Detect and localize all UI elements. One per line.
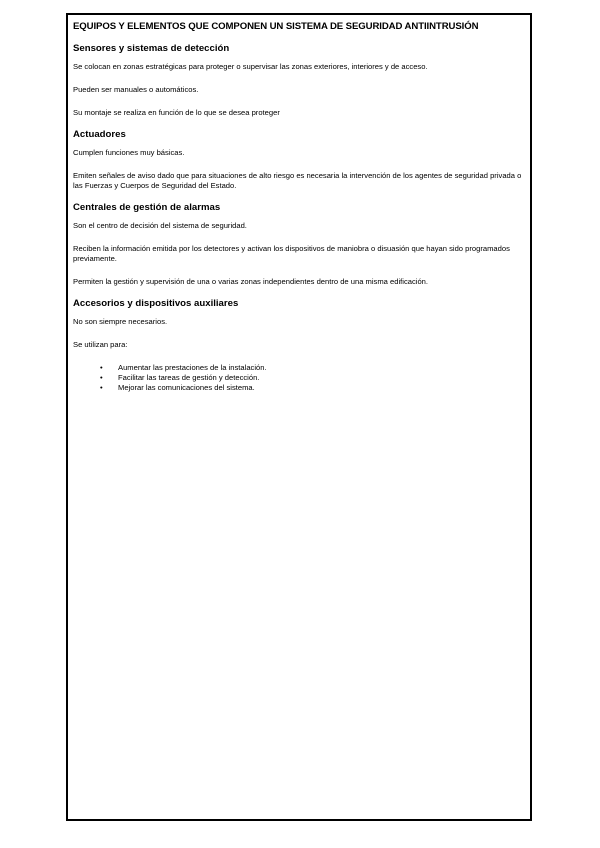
list-item <box>100 363 525 373</box>
document-title: EQUIPOS Y ELEMENTOS QUE COMPONEN UN SISTEMA DE SEGURIDAD ANTIINTRUSIÓN <box>73 21 479 32</box>
list-item-text: Facilitar las tareas de gestión y detección. <box>118 373 260 382</box>
paragraph: Emiten señales de aviso dado que para situaciones de alto riesgo es necesaria la intervención de los agentes de seguridad privada o las Fuerzas y Cuerpos de Seguridad del Estado. <box>73 171 522 190</box>
paragraph: Se colocan en zonas estratégicas para proteger o supervisar las zonas exteriores, interiores y de acceso. <box>73 62 428 71</box>
paragraph: Se utilizan para: <box>73 340 128 349</box>
section-heading: Centrales de gestión de alarmas <box>73 202 221 213</box>
bullet-icon: • <box>100 373 103 382</box>
list-item <box>100 373 525 383</box>
paragraph: Su montaje se realiza en función de lo que se desea proteger <box>73 108 280 117</box>
paragraph: Permiten la gestión y supervisión de una o varias zonas independientes dentro de una misma edificación. <box>73 277 429 286</box>
section-accesorios <box>73 298 525 393</box>
paragraph: No son siempre necesarios. <box>73 317 168 326</box>
section-heading: Sensores y sistemas de detección <box>73 43 230 54</box>
paragraph: Son el centro de decisión del sistema de seguridad. <box>73 221 247 230</box>
section-heading: Actuadores <box>73 129 126 140</box>
section-actuadores <box>73 129 525 191</box>
section-heading: Accesorios y dispositivos auxiliares <box>73 298 239 309</box>
bullet-list <box>73 363 525 393</box>
bullet-icon: • <box>100 363 103 372</box>
paragraph: Reciben la información emitida por los detectores y activan los dispositivos de maniobra o disuasión que hayan sido programados previamente. <box>73 244 510 263</box>
list-item-text: Mejorar las comunicaciones del sistema. <box>118 383 255 392</box>
document-page <box>66 13 532 821</box>
section-centrales <box>73 202 525 287</box>
bullet-icon: • <box>100 383 103 392</box>
paragraph: Pueden ser manuales o automáticos. <box>73 85 199 94</box>
section-sensores <box>73 43 525 118</box>
list-item-text: Aumentar las prestaciones de la instalación. <box>118 363 267 372</box>
list-item <box>100 383 525 393</box>
paragraph: Cumplen funciones muy básicas. <box>73 148 185 157</box>
